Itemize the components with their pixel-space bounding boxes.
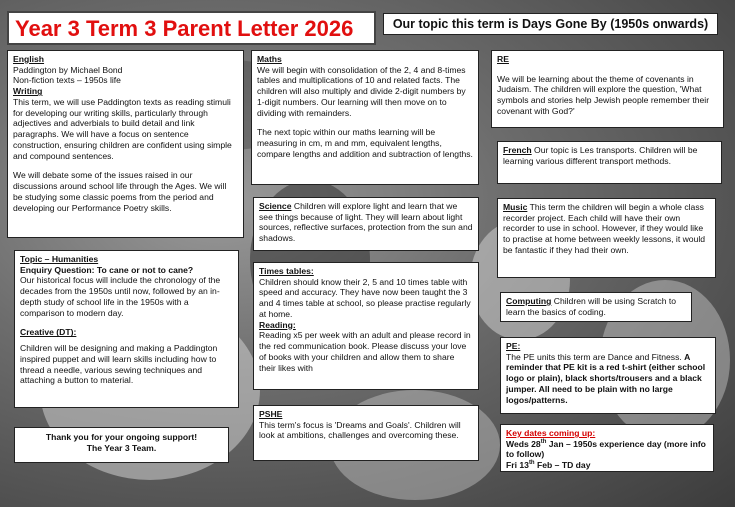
re-text: We will be learning about the theme of covenants in Judaism. The children will explore the question, 'What symbols and stories help Jewish people remember their covenant with God?' (497, 73, 710, 116)
creative-text: Children will be designing and making a Paddington inspired puppet and will learn skills including how to thread a needle, various sewing techniques and attaching a button to material. (20, 343, 218, 386)
english-panel (7, 50, 244, 238)
key-dates-panel (500, 424, 714, 472)
pe-heading: PE: (506, 341, 521, 351)
english-book: Paddington by Michael Bond (13, 64, 123, 75)
title-box (7, 11, 376, 45)
enquiry-question: Enquiry Question: To cane or not to cane? (20, 264, 194, 275)
times-tables-panel (253, 262, 479, 390)
times-tables-text: Children should know their 2, 5 and 10 times table with speed and accuracy. They have now been taught the 3 and 4 times table at school, so please practise regularly at home. (259, 276, 471, 319)
maths-text-2: The next topic within our maths learning will be measuring in cm, m and mm, equivalent lengths, compare lengths and addition and subtraction of lengths. (257, 127, 473, 159)
french-text: Our topic is Les transports. Children will be learning various different transport methods. (503, 145, 698, 166)
pshe-panel (253, 405, 479, 461)
music-heading: Music (503, 202, 528, 212)
english-debate-text: We will debate some of the issues raised in our discussions around school life through the Ages. We will be studying some classic poems from the period and developing our Performance Poetry skills. (13, 170, 227, 213)
topic-text: Our historical focus will include the chronology of the decades from the 1950s until now, followed by an in-depth study of school life in the 1950s with a comparison to modern day. (20, 275, 221, 318)
pe-kit-reminder: A reminder that PE kit is a red t-shirt (either school logo or plain), black shorts/trousers and a black jumper. All need to be plain with no large logos/patterns. (506, 351, 706, 405)
science-heading: Science (259, 201, 292, 211)
team-signature: The Year 3 Team. (86, 442, 157, 453)
topic-banner: Our topic this term is Days Gone By (1950s onwards) (383, 13, 718, 35)
maths-heading: Maths (257, 54, 282, 64)
english-writing-text: This term, we will use Paddington texts as reading stimuli for developing our writing skills, particularly through adjectives and adverbials to build detail and link paragraphs. We will have a focus on sentence construction, ensuring children are confident using simple and compound sentences. (13, 96, 232, 161)
times-tables-heading: Times tables: (259, 266, 314, 276)
maths-panel (251, 50, 479, 185)
topic-panel (14, 250, 239, 408)
maths-text-1: We will begin with consolidation of the 2, 4 and 8-times tables and multiplications of 10 and related facts. The children will also multiply and divide 2-digit numbers by 1-digit numbers. Our learning will then move on to dividing with remainders. (257, 64, 466, 118)
science-text: Children will explore light and learn that we see things because of light. They will learn about light sources, reflective surfaces, protection from the sun and shadows. (259, 201, 473, 244)
english-nonfiction: Non-fiction texts – 1950s life (13, 75, 121, 86)
english-heading: English (13, 54, 45, 64)
thanks-panel (14, 427, 229, 463)
music-panel (497, 198, 716, 278)
re-heading: RE (497, 54, 509, 64)
reading-text: Reading x5 per week with an adult and please record in the red communication book. Please discuss your love of books with your children and allow them to share their likes with (259, 330, 471, 373)
reading-heading: Reading: (259, 319, 296, 330)
key-date-2: Fri 13th Feb – TD day (506, 460, 591, 471)
computing-heading: Computing (506, 296, 552, 306)
music-text: This term the children will begin a whole class recorder project. Each child will have their own recorder to use in school. However, if they would like to practise at home between weekly lessons, it would be fantastic if they had their own. (503, 202, 706, 255)
topic-heading: Topic – Humanities (20, 254, 99, 264)
key-dates-heading: Key dates coming up: (506, 428, 596, 438)
creative-heading: Creative (DT): (20, 327, 77, 338)
pe-text: The PE units this term are Dance and Fitness. (506, 351, 685, 362)
computing-text: Children will be using Scratch to learn the basics of coding. (506, 296, 677, 317)
key-date-1: Weds 28th Jan – 1950s experience day (more info to follow) (506, 438, 706, 460)
pe-panel (500, 337, 716, 414)
science-panel (253, 197, 479, 251)
french-panel (497, 141, 722, 184)
page-title: Year 3 Term 3 Parent Letter 2026 (15, 16, 354, 41)
computing-panel (500, 292, 692, 322)
pshe-text: This term's focus is 'Dreams and Goals'. Children will look at ambitions, challenges and overcoming these. (259, 419, 461, 441)
french-heading: French (503, 145, 532, 155)
thanks-line: Thank you for your ongoing support! (45, 432, 198, 442)
pshe-heading: PSHE (259, 409, 283, 419)
writing-heading: Writing (13, 86, 43, 97)
re-panel (491, 50, 724, 128)
